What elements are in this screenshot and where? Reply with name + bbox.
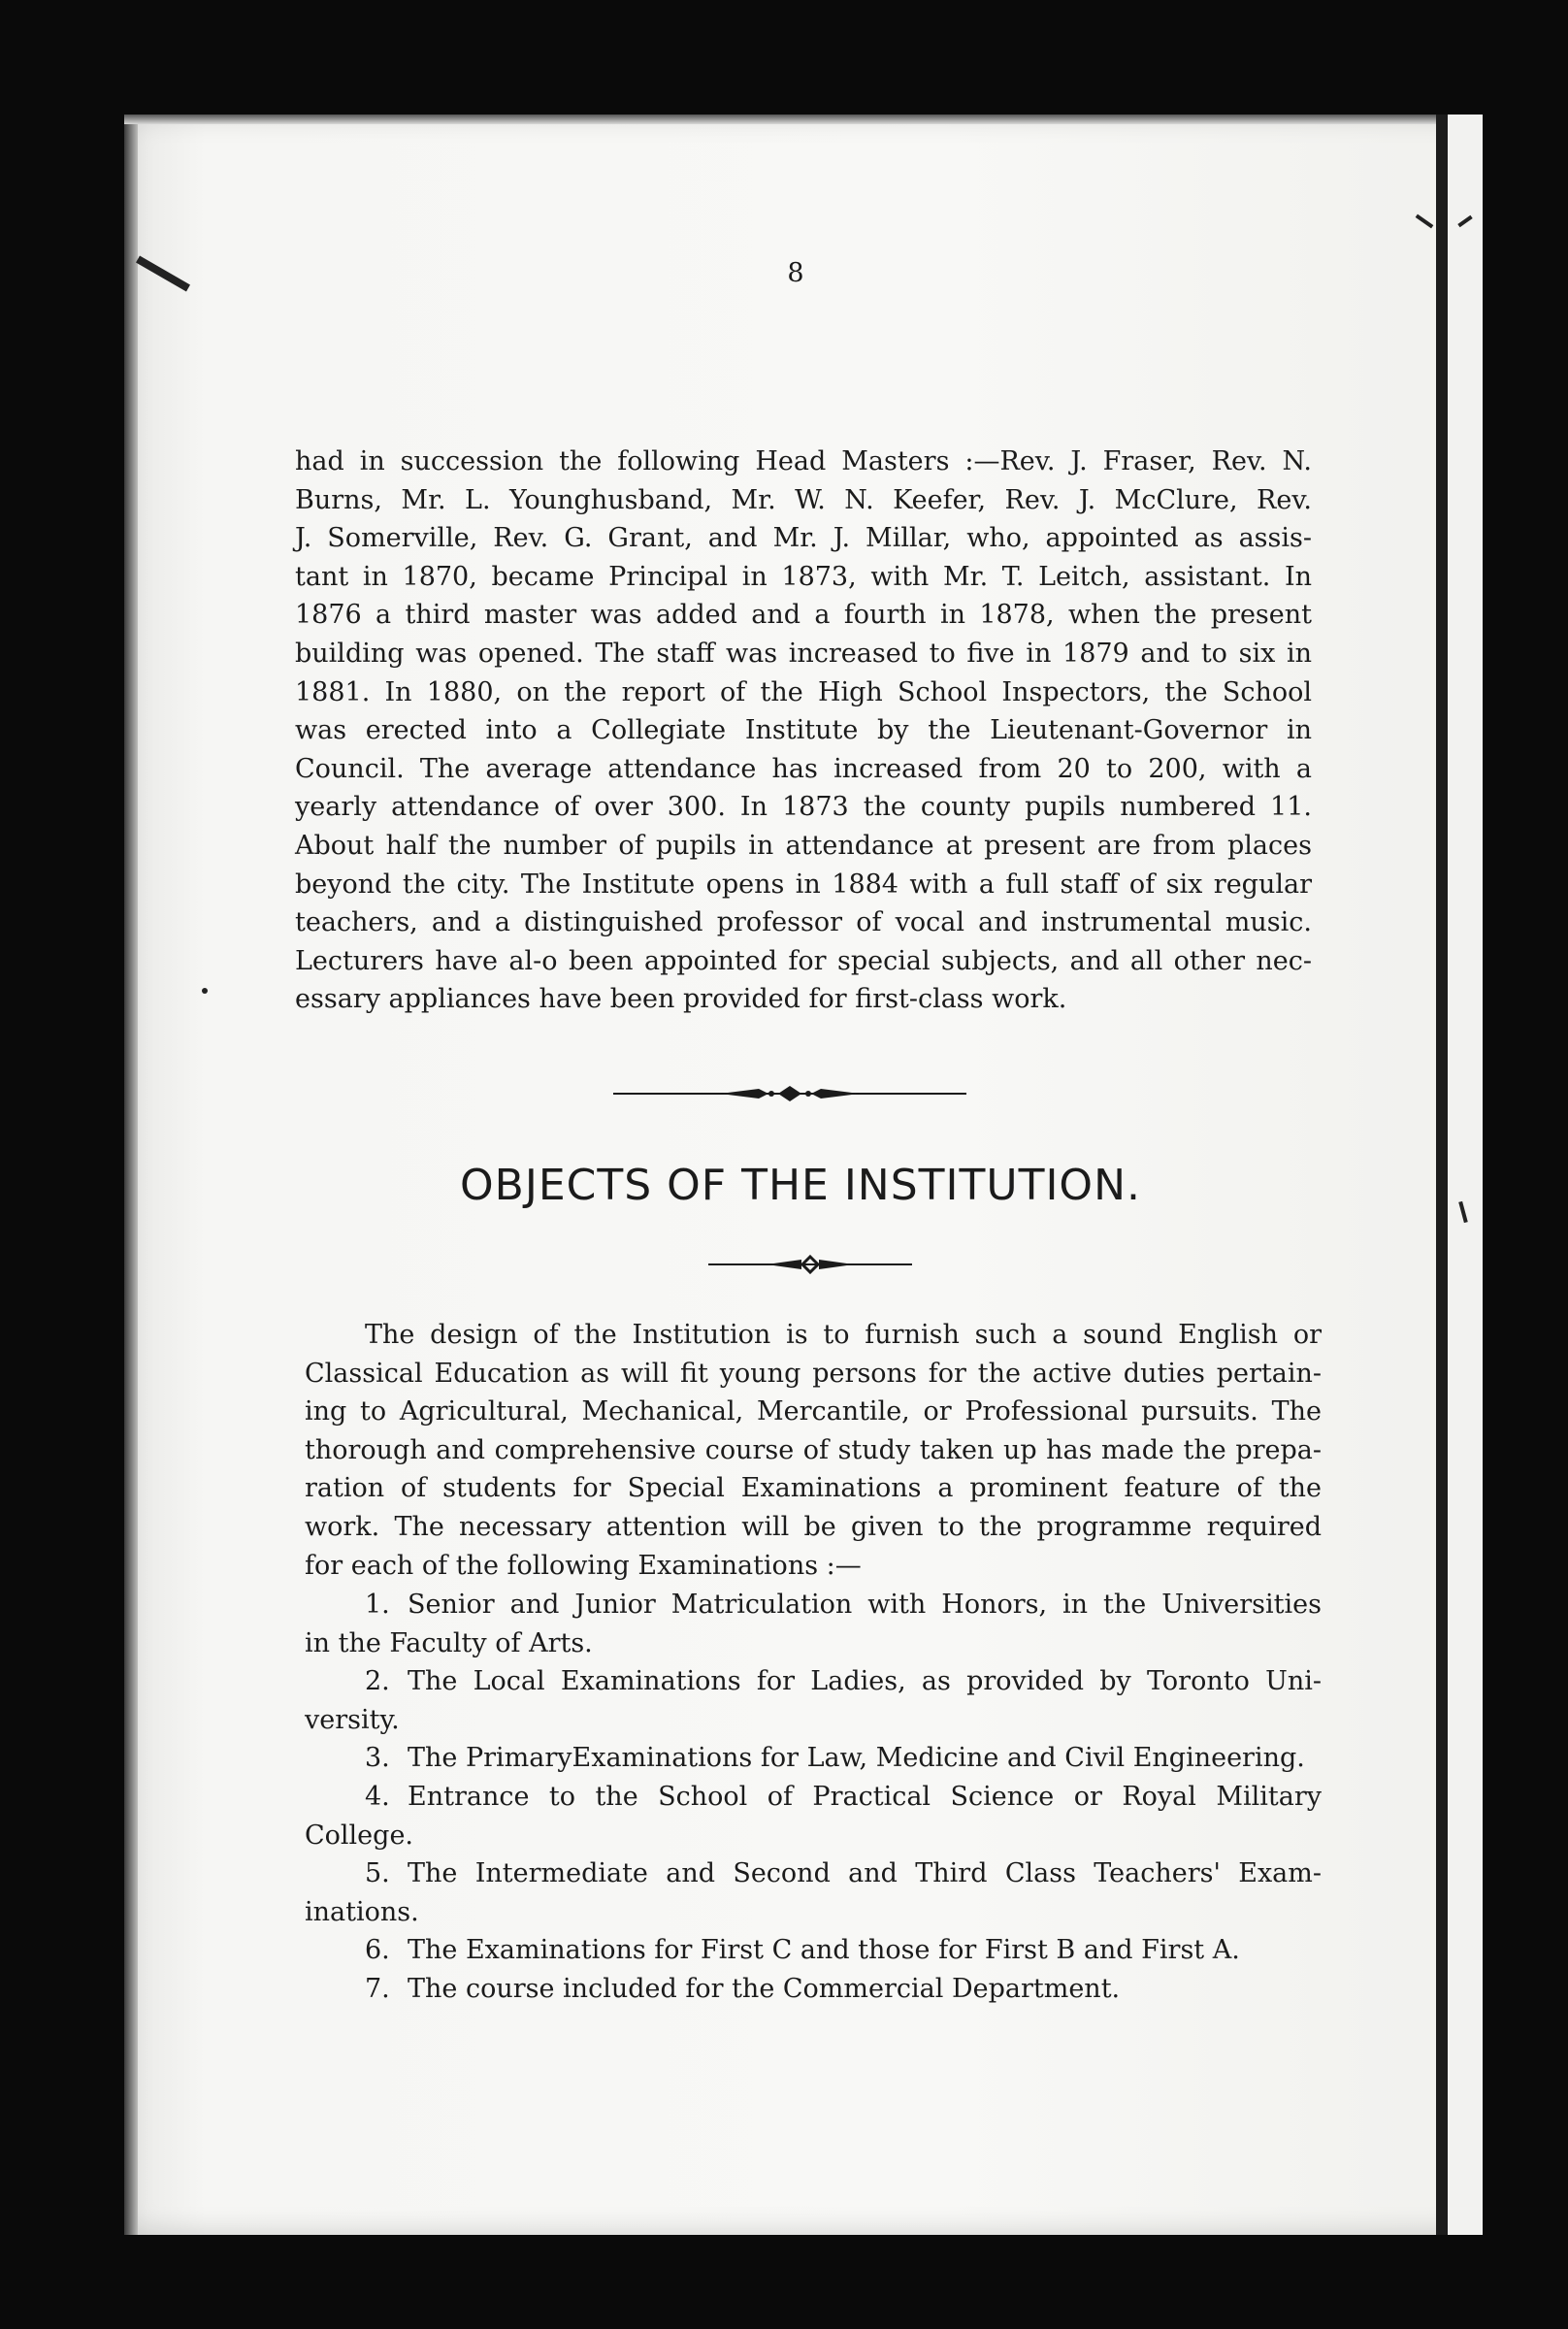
history-line: About half the number of pupils in attendance at present are from places bbox=[295, 830, 1312, 861]
adjacent-page-strip bbox=[1448, 115, 1483, 2235]
list-item-text: Senior and Junior Matriculation with Honors, in the Universities bbox=[408, 1590, 1322, 1620]
history-line: building was opened. The staff was increased to five in 1879 and to six in bbox=[295, 638, 1312, 669]
history-line: tant in 1870, became Principal in 1873, with Mr. T. Leitch, assistant. In bbox=[295, 561, 1312, 592]
list-item bbox=[305, 1586, 1322, 1662]
page-left-edge bbox=[124, 115, 138, 2235]
page-number: 8 bbox=[787, 258, 804, 288]
objects-line: ration of students for Special Examinations a prominent feature of the bbox=[305, 1473, 1322, 1504]
list-item bbox=[305, 1970, 1322, 2009]
list-item-number: 2. bbox=[365, 1666, 390, 1697]
examinations-list bbox=[305, 1586, 1322, 2009]
list-item-number: 1. bbox=[365, 1590, 390, 1620]
objects-line: for each of the following Examinations :— bbox=[305, 1550, 862, 1581]
history-line: 1876 a third master was added and a fourth in 1878, when the present bbox=[295, 600, 1312, 631]
list-item bbox=[305, 1662, 1322, 1739]
objects-paragraph bbox=[305, 1316, 1322, 1585]
history-line: Burns, Mr. L. Younghusband, Mr. W. N. Keefer, Rev. J. McClure, Rev. bbox=[295, 484, 1312, 515]
list-item-text: The Examinations for First C and those for First B and First A. bbox=[408, 1935, 1240, 1966]
list-item-text: The course included for the Commercial Department. bbox=[408, 1973, 1121, 2004]
list-item-number: 6. bbox=[365, 1935, 390, 1966]
list-item-continuation: College. bbox=[305, 1820, 414, 1851]
objects-line: Classical Education as will fit young persons for the active duties pertain- bbox=[305, 1358, 1322, 1389]
history-line: had in succession the following Head Masters :—Rev. J. Fraser, Rev. N. bbox=[295, 446, 1312, 476]
list-item-text: The Intermediate and Second and Third Class Teachers' Exam- bbox=[408, 1858, 1322, 1889]
list-item-number: 4. bbox=[365, 1781, 390, 1812]
list-item bbox=[305, 1854, 1322, 1931]
section-title: OBJECTS OF THE INSTITUTION. bbox=[460, 1161, 1141, 1210]
list-item-number: 7. bbox=[365, 1973, 390, 2004]
list-item bbox=[305, 1739, 1322, 1778]
history-paragraph bbox=[295, 443, 1312, 1019]
history-line: Lecturers have al-o been appointed for special subjects, and all other nec- bbox=[295, 945, 1312, 976]
history-line: beyond the city. The Institute opens in 1884 with a full staff of six regular bbox=[295, 869, 1312, 900]
list-item bbox=[305, 1931, 1322, 1970]
history-line: was erected into a Collegiate Institute by the Lieutenant-Governor in bbox=[295, 715, 1312, 746]
list-item-text: The Local Examinations for Ladies, as provided by Toronto Uni- bbox=[408, 1666, 1322, 1697]
decorative-rule-top bbox=[613, 1081, 966, 1106]
list-item-continuation: in the Faculty of Arts. bbox=[305, 1627, 593, 1658]
list-item-continuation: versity. bbox=[305, 1704, 400, 1735]
objects-line: thorough and comprehensive course of study taken up has made the prepa- bbox=[305, 1434, 1322, 1465]
list-item-text: Entrance to the School of Practical Science or Royal Military bbox=[408, 1781, 1322, 1812]
list-item-text: The PrimaryExaminations for Law, Medicine and Civil Engineering. bbox=[408, 1743, 1305, 1774]
scan-speck bbox=[202, 988, 208, 994]
history-line: J. Somerville, Rev. G. Grant, and Mr. J. Millar, who, appointed as assis- bbox=[295, 523, 1312, 554]
decorative-rule-bottom bbox=[708, 1254, 912, 1275]
list-item-continuation: inations. bbox=[305, 1896, 419, 1927]
history-line: 1881. In 1880, on the report of the High School Inspectors, the School bbox=[295, 676, 1312, 707]
history-line: Council. The average attendance has increased from 20 to 200, with a bbox=[295, 753, 1312, 784]
list-item-number: 5. bbox=[365, 1858, 390, 1889]
scan-speck bbox=[1416, 214, 1434, 229]
objects-line: work. The necessary attention will be given to the programme required bbox=[305, 1511, 1322, 1542]
objects-line: ing to Agricultural, Mechanical, Mercantile, or Professional pursuits. The bbox=[305, 1396, 1322, 1427]
history-line: yearly attendance of over 300. In 1873 the county pupils numbered 11. bbox=[295, 792, 1312, 823]
page-top-edge bbox=[124, 115, 1483, 124]
history-line: teachers, and a distinguished professor of vocal and instrumental music. bbox=[295, 907, 1312, 938]
scan-speck bbox=[136, 256, 190, 292]
history-line: essary appliances have been provided for first-class work. bbox=[295, 984, 1067, 1015]
binding-shadow-line bbox=[1436, 115, 1448, 2235]
list-item bbox=[305, 1778, 1322, 1854]
objects-line: The design of the Institution is to furnish such a sound English or bbox=[365, 1320, 1322, 1350]
list-item-number: 3. bbox=[365, 1743, 390, 1774]
